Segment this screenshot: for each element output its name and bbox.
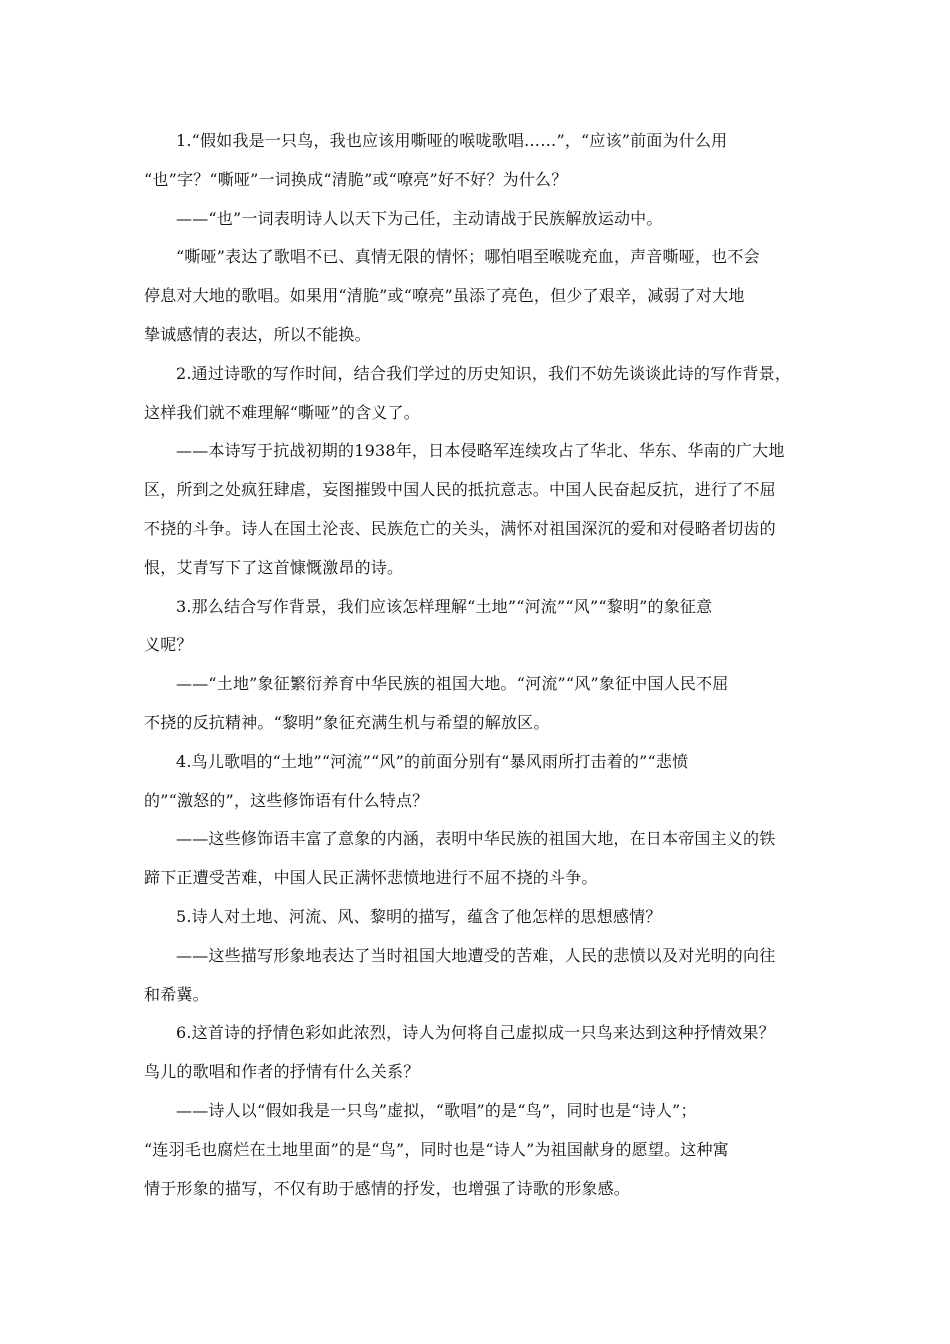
text-line: 的”“激怒的”，这些修饰语有什么特点？ [144, 790, 429, 810]
text-line: 和希冀。 [144, 984, 209, 1004]
text-line: ——这些修饰语丰富了意象的内涵，表明中华民族的祖国大地，在日本帝国主义的铁 [176, 829, 776, 849]
text-line: 这样我们就不难理解“嘶哑”的含义了。 [144, 402, 420, 422]
text-line: 区，所到之处疯狂肆虐，妄图摧毁中国人民的抵抗意志。中国人民奋起反抗，进行了不屈 [144, 480, 776, 500]
text-line: ——诗人以“假如我是一只鸟”虚拟，“歌唱”的是“鸟”，同时也是“诗人”； [176, 1100, 697, 1120]
text-line: 2.通过诗歌的写作时间，结合我们学过的历史知识，我们不妨先谈谈此诗的写作背景， [176, 363, 792, 383]
document-body [144, 122, 806, 1208]
text-line: 情于形象的描写，不仅有助于感情的抒发，也增强了诗歌的形象感。 [144, 1178, 631, 1198]
text-line: 鸟儿的歌唱和作者的抒情有什么关系？ [144, 1062, 420, 1082]
text-line: 6.这首诗的抒情色彩如此浓烈，诗人为何将自己虚拟成一只鸟来达到这种抒情效果？ [176, 1023, 775, 1043]
text-line: ——“土地”象征繁衍养育中华民族的祖国大地。“河流”“风”象征中国人民不屈 [176, 674, 729, 694]
text-line: 不挠的斗争。诗人在国土沦丧、民族危亡的关头，满怀对祖国深沉的爱和对侵略者切齿的 [144, 518, 776, 538]
text-line: 1.“假如我是一只鸟，我也应该用嘶哑的喉咙歌唱……”，“应该”前面为什么用 [176, 131, 728, 150]
text-line: 停息对大地的歌唱。如果用“清脆”或“嘹亮”虽添了亮色，但少了艰辛，减弱了对大地 [144, 286, 745, 306]
text-line: 3.那么结合写作背景，我们应该怎样理解“土地”“河流”“风”“黎明”的象征意 [176, 596, 713, 616]
text-line: 义呢？ [144, 635, 193, 655]
text-line: “连羽毛也腐烂在土地里面”的是“鸟”，同时也是“诗人”为祖国献身的愿望。这种寓 [144, 1139, 729, 1159]
text-line: 4.鸟儿歌唱的“土地”“河流”“风”的前面分别有“暴风雨所打击着的”“悲愤 [176, 751, 689, 771]
text-line: “嘶哑”表达了歌唱不已、真情无限的情怀；哪怕唱至喉咙充血，声音嘶哑，也不会 [176, 247, 760, 267]
text-line: ——这些描写形象地表达了当时祖国大地遭受的苦难，人民的悲愤以及对光明的向往 [176, 945, 776, 965]
text-line: ——本诗写于抗战初期的1938年，日本侵略军连续攻占了华北、华东、华南的广大地 [176, 441, 785, 461]
text-line: 恨，艾青写下了这首慷慨激昂的诗。 [144, 557, 404, 577]
text-line: 不挠的反抗精神。“黎明”象征充满生机与希望的解放区。 [144, 712, 550, 732]
text-line: 5.诗人对土地、河流、风、黎明的描写，蕴含了他怎样的思想感情？ [176, 906, 662, 926]
text-line: 挚诚感情的表达，所以不能换。 [144, 324, 371, 344]
text-line: ——“也”一词表明诗人以天下为己任，主动请战于民族解放运动中。 [176, 208, 663, 228]
text-line: 蹄下正遭受苦难，中国人民正满怀悲愤地进行不屈不挠的斗争。 [144, 868, 598, 888]
text-line: “也”字？“嘶哑”一词换成“清脆”或“嘹亮”好不好？为什么？ [144, 169, 568, 189]
